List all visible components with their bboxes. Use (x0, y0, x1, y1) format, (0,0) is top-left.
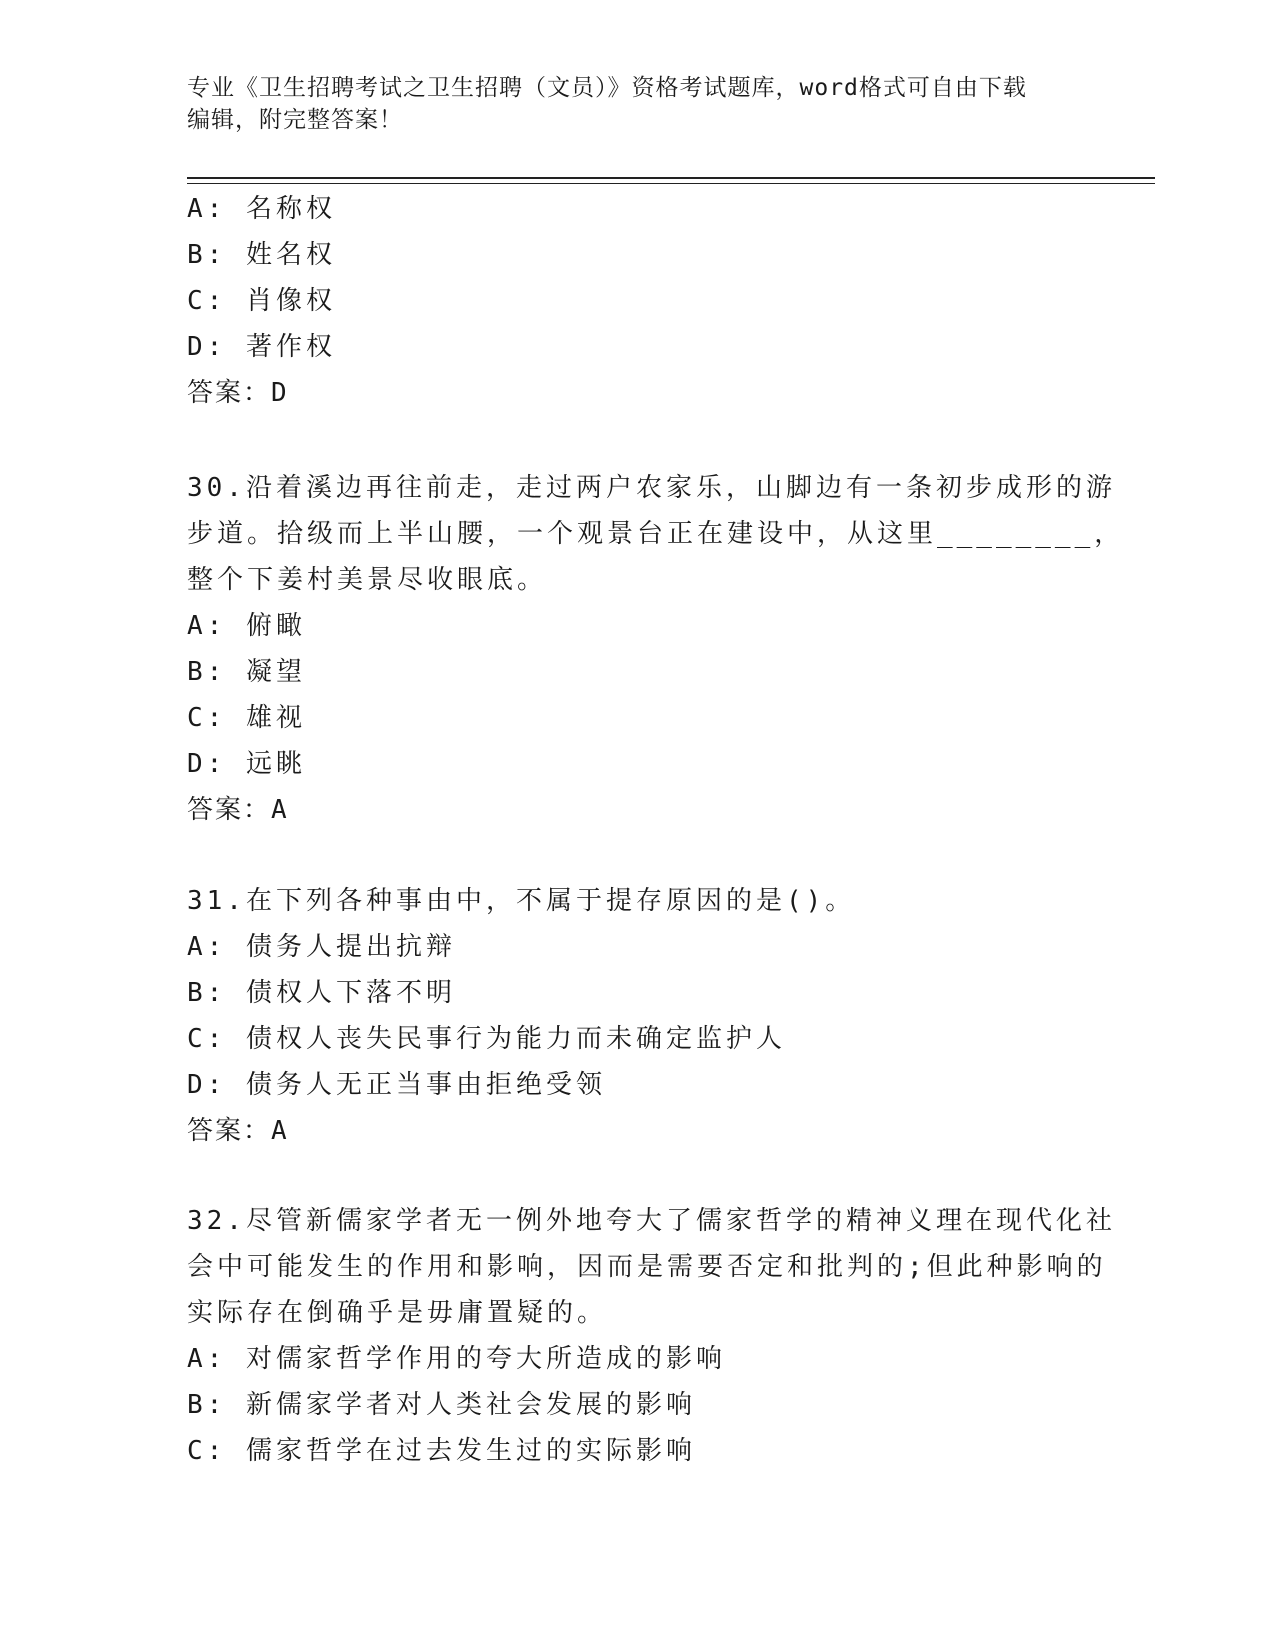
question-text: 30.沿着溪边再往前走，走过两户农家乐，山脚边有一条初步成形的游 (187, 473, 1116, 503)
option-b: B: 凝望 (187, 657, 306, 687)
question-text: 整个下姜村美景尽收眼底。 (187, 565, 548, 595)
option-a: A: 对儒家哲学作用的夸大所造成的影响 (187, 1344, 726, 1374)
option-b: B: 新儒家学者对人类社会发展的影响 (187, 1390, 696, 1420)
question-text: 31.在下列各种事由中，不属于提存原因的是()。 (187, 886, 856, 916)
answer-line: 答案：A (187, 795, 289, 825)
option-d: D: 远眺 (187, 749, 306, 779)
option-c: C: 债权人丧失民事行为能力而未确定监护人 (187, 1024, 786, 1054)
option-a: A: 俯瞰 (187, 611, 306, 641)
header-line-1: 专业《卫生招聘考试之卫生招聘（文员）》资格考试题库，word格式可自由下载 (187, 75, 1027, 101)
question-text: 会中可能发生的作用和影响，因而是需要否定和批判的;但此种影响的 (187, 1252, 1107, 1282)
question-30-block (187, 465, 1125, 833)
question-32-block (187, 1198, 1116, 1474)
option-b: B: 姓名权 (187, 240, 336, 270)
option-b: B: 债权人下落不明 (187, 978, 456, 1008)
header-divider-thin (187, 183, 1155, 184)
option-a: A: 债务人提出抗辩 (187, 932, 456, 962)
option-d: D: 债务人无正当事由拒绝受领 (187, 1070, 606, 1100)
question-text: 步道。拾级而上半山腰，一个观景台正在建设中，从这里________， (187, 519, 1125, 549)
option-c: C: 雄视 (187, 703, 306, 733)
option-c: C: 儒家哲学在过去发生过的实际影响 (187, 1436, 696, 1466)
option-d: D: 著作权 (187, 332, 336, 362)
option-a: A: 名称权 (187, 194, 336, 224)
question-text: 32.尽管新儒家学者无一例外地夸大了儒家哲学的精神义理在现代化社 (187, 1206, 1116, 1236)
answer-line: 答案：A (187, 1116, 289, 1146)
question-31-block (187, 878, 1087, 1154)
header-divider-thick (187, 177, 1155, 179)
question-text: 实际存在倒确乎是毋庸置疑的。 (187, 1298, 608, 1328)
answer-line: 答案：D (187, 378, 289, 408)
question-29-block (187, 186, 1087, 416)
option-c: C: 肖像权 (187, 286, 336, 316)
document-header (187, 72, 1087, 136)
header-line-2: 编辑，附完整答案！ (187, 107, 403, 133)
